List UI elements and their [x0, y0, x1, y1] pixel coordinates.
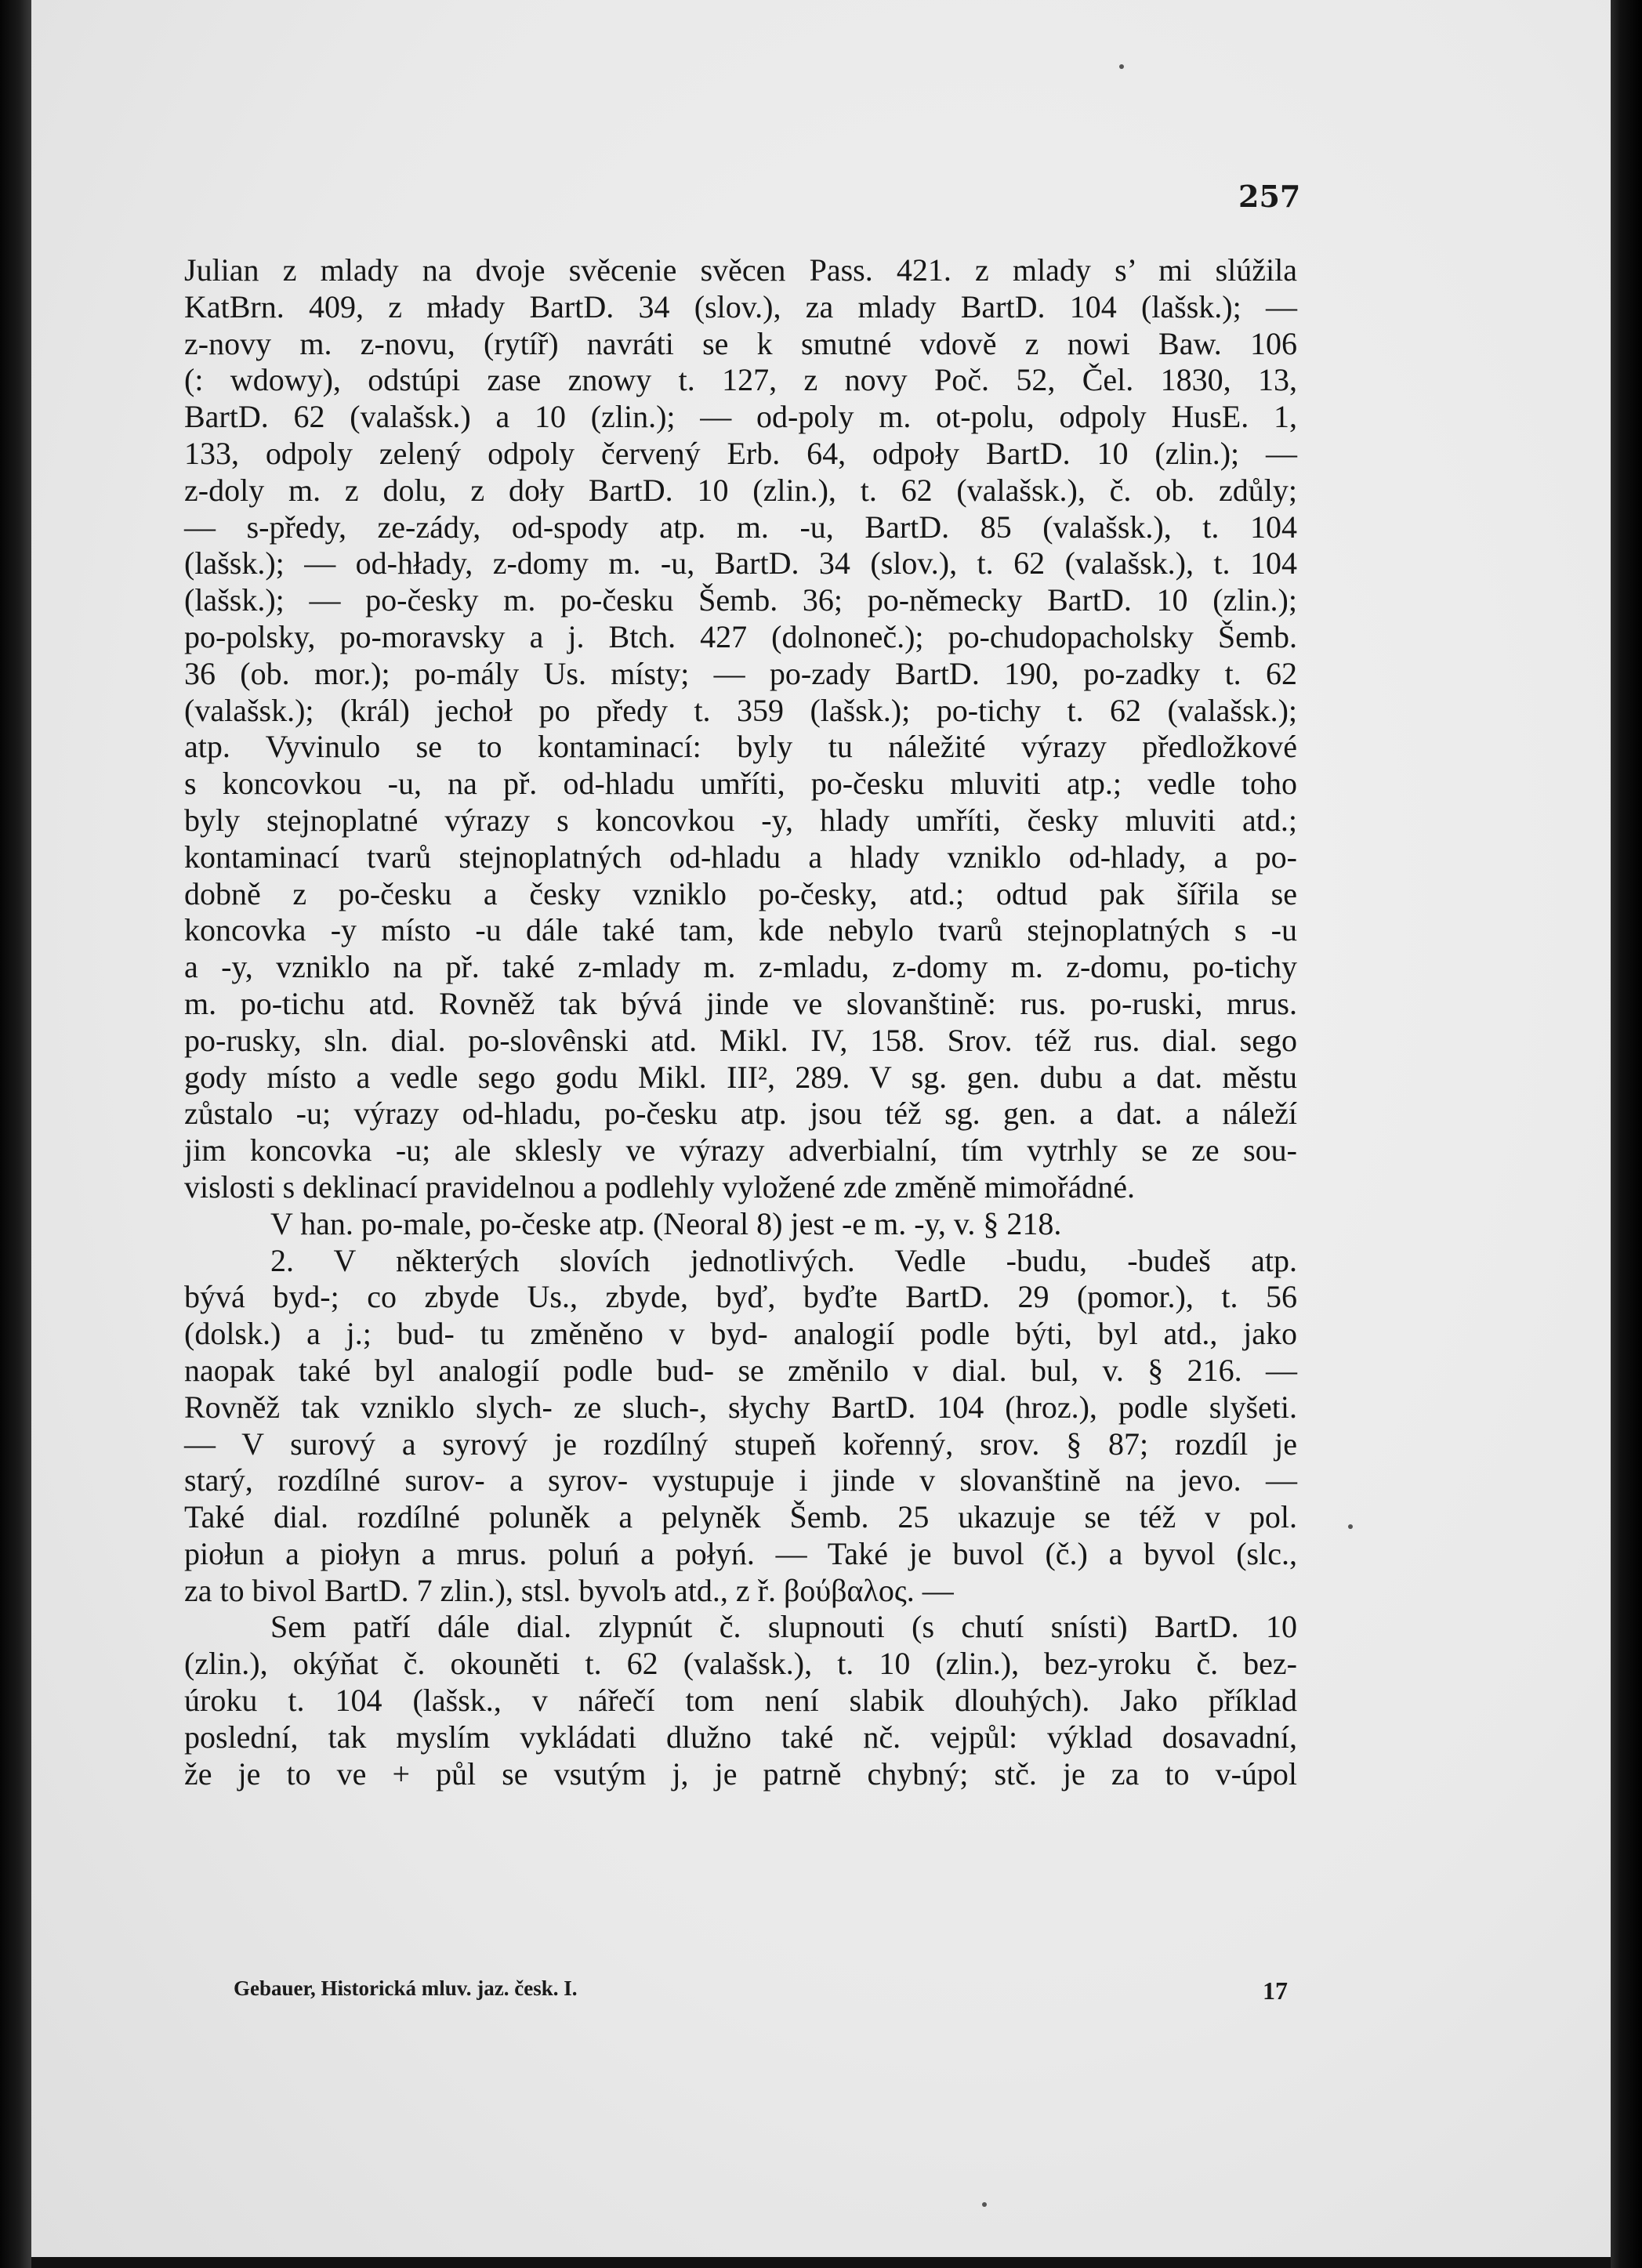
text-line: KatBrn. 409, z młady BartD. 34 (slov.), za mlady BartD. 104 (lašsk.); — — [184, 288, 1297, 324]
text-line: Také dial. rozdílné poluněk a pelyněk Šemb. 25 ukazuje se též v pol. — [184, 1499, 1297, 1535]
text-line: bývá byd-; co zbyde Us., zbyde, byď, byďte BartD. 29 (pomor.), t. 56 — [184, 1279, 1297, 1315]
text-line: po-rusky, sln. dial. po-slovênski atd. Mikl. IV, 158. Srov. též rus. dial. sego — [184, 1022, 1297, 1058]
text-line: gody místo a vedle sego godu Mikl. III², 289. V sg. gen. dubu a dat. městu — [184, 1059, 1297, 1095]
text-line: — s-předy, ze-zády, od-spody atp. m. -u, BartD. 85 (valašsk.), t. 104 — [184, 509, 1297, 545]
text-line: (zlin.), okýňat č. okouněti t. 62 (valašsk.), t. 10 (zlin.), bez-yroku č. bez- — [184, 1646, 1297, 1682]
text-line: byly stejnoplatné výrazy s koncovkou -y, hlady umříti, česky mluviti atd.; — [184, 802, 1297, 838]
text-line: 133, odpoly zelený odpoly červený Erb. 64, odpoły BartD. 10 (zlin.); — — [184, 435, 1297, 471]
text-line: m. po-tichu atd. Rovněž tak bývá jinde ve slovanštině: rus. po-ruski, mrus. — [184, 985, 1297, 1021]
text-line: — V surový a syrový je rozdílný stupeň kořenný, srov. § 87; rozdíl je — [184, 1426, 1297, 1462]
scan-right-edge — [1611, 0, 1642, 2268]
body-text — [184, 252, 1297, 1792]
footer-citation: Gebauer, Historická mluv. jaz. česk. I. — [234, 1976, 578, 2000]
paper-speck — [1119, 64, 1124, 69]
book-binding-edge — [0, 0, 31, 2268]
text-line: z-doly m. z dolu, z doły BartD. 10 (zlin.), t. 62 (valašsk.), č. ob. zdůly; — [184, 472, 1297, 508]
text-line: úroku t. 104 (lašsk., v nářečí tom není slabik dlouhých). Jako příklad — [184, 1683, 1297, 1719]
text-line: (lašsk.); — od-hłady, z-domy m. -u, BartD. 34 (slov.), t. 62 (valašsk.), t. 104 — [184, 545, 1297, 581]
page-footer — [234, 1976, 1288, 2005]
text-line: z-novy m. z-novu, (rytíř) navráti se k smutné vdově z nowi Baw. 106 — [184, 325, 1297, 361]
text-line: Julian z mlady na dvoje svěcenie svěcen Pass. 421. z mlady s’ mi slúžila — [184, 252, 1297, 288]
text-line: BartD. 62 (valašsk.) a 10 (zlin.); — od-poly m. ot-polu, odpoly HusE. 1, — [184, 399, 1297, 435]
text-line: (valašsk.); (král) jechoł po předy t. 359 (lašsk.); po-tichy t. 62 (valašsk.); — [184, 692, 1297, 728]
text-line: poslední, tak myslím vykládati dlužno také nč. vejpůl: výklad dosavadní, — [184, 1719, 1297, 1755]
text-line: jim koncovka -u; ale sklesly ve výrazy adverbialní, tím vytrhly se ze sou- — [184, 1132, 1297, 1168]
text-line: starý, rozdílné surov- a syrov- vystupuje i jinde v slovanštině na jevo. — — [184, 1462, 1297, 1498]
paper-speck — [1348, 1524, 1353, 1529]
text-line: (: wdowy), odstúpi zase znowy t. 127, z novy Poč. 52, Čel. 1830, 13, — [184, 362, 1297, 398]
text-line: 36 (ob. mor.); po-mály Us. místy; — po-zady BartD. 190, po-zadky t. 62 — [184, 655, 1297, 691]
text-line: zůstalo -u; výrazy od-hladu, po-česku atp. jsou též sg. gen. a dat. a náleží — [184, 1096, 1297, 1132]
text-line: Rovněž tak vzniklo slych- ze sluch-, słychy BartD. 104 (hroz.), podle slyšeti. — [184, 1389, 1297, 1425]
text-line: za to bivol BartD. 7 zlin.), stsl. byvolъ atd., z ř. βούβαλος. — — [184, 1572, 954, 1608]
footer-signature: 17 — [1263, 1976, 1288, 2005]
text-line: vislosti s deklinací pravidelnou a podlehly vyložené zde změně mimořádné. — [184, 1168, 1135, 1205]
text-line: atp. Vyvinulo se to kontaminací: byly tu náležité výrazy předložkové — [184, 729, 1297, 765]
text-line: Sem patří dále dial. zlypnút č. slupnouti (s chutí snísti) BartD. 10 — [270, 1609, 1297, 1645]
text-line: že je to ve + půl se vsutým j, je patrně chybný; stč. je za to v-úpol — [184, 1755, 1297, 1792]
text-line: (lašsk.); — po-česky m. po-česku Šemb. 36; po-německy BartD. 10 (zlin.); — [184, 582, 1297, 618]
text-line: po-polsky, po-moravsky a j. Btch. 427 (dolnoneč.); po-chudopacholsky Šemb. — [184, 618, 1297, 654]
paper-speck — [982, 2202, 987, 2207]
text-line: piołun a piołyn a mrus. poluń a połyń. — Také je buvol (č.) a byvol (slc., — [184, 1535, 1297, 1571]
text-line: naopak také byl analogií podle bud- se změnilo v dial. bul, v. § 216. — — [184, 1352, 1297, 1388]
text-line: koncovka -y místo -u dále také tam, kde nebylo tvarů stejnoplatných s -u — [184, 912, 1297, 948]
text-line: a -y, vzniklo na př. také z-mlady m. z-mladu, z-domy m. z-domu, po-tichy — [184, 949, 1297, 985]
text-line: V han. po-male, po-česke atp. (Neoral 8) jest -e m. -y, v. § 218. — [270, 1205, 1062, 1241]
text-line: 2. V některých slovích jednotlivých. Vedle -budu, -budeš atp. — [270, 1242, 1297, 1278]
text-line: (dolsk.) a j.; bud- tu změněno v byd- analogií podle býti, byl atd., jako — [184, 1316, 1297, 1352]
text-line: kontaminací tvarů stejnoplatných od-hladu a hlady vzniklo od-hlady, a po- — [184, 839, 1297, 875]
text-line: dobně z po-česku a česky vzniklo po-česky, atd.; odtud pak šířila se — [184, 875, 1297, 911]
page-number: 257 — [1238, 179, 1301, 214]
text-line: s koncovkou -u, na př. od-hladu umříti, po-česku mluviti atp.; vedle toho — [184, 766, 1297, 802]
